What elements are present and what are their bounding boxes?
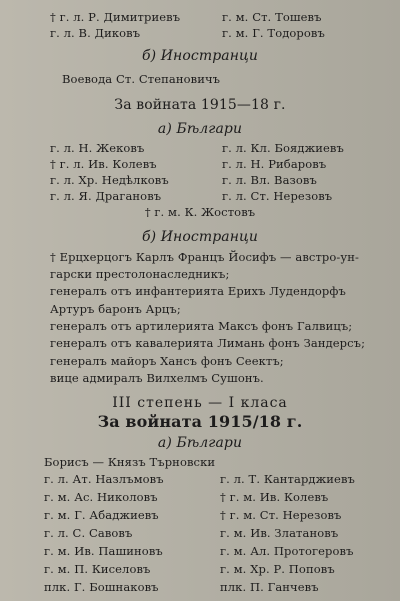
officer-left: † г. л. Ив. Колевъ	[50, 157, 157, 171]
foreigner-line: вице адмиралъ Вилхелмъ Сушонъ.	[50, 371, 264, 385]
first-entry: Борисъ — Князъ Търновски	[44, 455, 216, 469]
foreigner-line: генералъ майоръ Хансъ фонъ Сеектъ;	[50, 354, 284, 368]
officer-right: † г. м. Ив. Колевъ	[220, 490, 329, 504]
officer-left: г. м. Г. Абаджиевъ	[44, 508, 159, 522]
top-left-name: г. л. В. Диковъ	[50, 26, 141, 40]
bulgarians-heading: а) Бѣлгари	[157, 435, 243, 451]
officer-left: плк. Г. Бошнаковъ	[44, 580, 159, 594]
officer-left: г. л. Ат. Назлъмовъ	[44, 472, 164, 486]
officer-left: г. м. Ив. Пашиновъ	[44, 544, 163, 558]
officer-left: г. л. Хр. Недѣлковъ	[50, 173, 169, 187]
officer-right: г. л. Вл. Вазовъ	[222, 173, 317, 187]
war-title: За войната 1915—18 г.	[114, 97, 286, 113]
war-title: За войната 1915/18 г.	[97, 412, 303, 431]
officer-right: г. м. Хр. Р. Поповъ	[220, 562, 335, 576]
top-right-name: г. м. Ст. Тошевъ	[222, 10, 322, 24]
degree-title: III степень — I класа	[112, 395, 288, 411]
officer-right: плк. П. Ганчевъ	[220, 580, 319, 594]
officer-right: г. л. Н. Рибаровъ	[222, 157, 327, 171]
foreigners-heading: б) Иностранци	[141, 229, 259, 245]
top-right-name: г. м. Г. Тодоровъ	[222, 26, 325, 40]
officer-centered: † г. м. К. Жостовъ	[144, 205, 256, 219]
officer-right: г. л. Т. Кантарджиевъ	[220, 472, 355, 486]
officer-left: г. л. С. Савовъ	[44, 526, 133, 540]
officer-left: г. м. П. Киселовъ	[44, 562, 151, 576]
officer-left: г. л. Н. Жековъ	[50, 141, 145, 155]
foreigner-line: генералъ отъ инфантерията Ерихъ Лудендорфъ	[50, 284, 346, 298]
officer-left: г. м. Ас. Николовъ	[44, 490, 158, 504]
foreigner-line: гарски престолонаследникъ;	[50, 267, 230, 281]
top-left-name: † г. л. Р. Димитриевъ	[50, 10, 181, 24]
officer-left: г. л. Я. Драгановъ	[50, 189, 162, 203]
officer-right: г. м. Ал. Протогеровъ	[220, 544, 354, 558]
foreigners-heading: б) Иностранци	[141, 48, 259, 64]
officer-right: г. м. Ив. Златановъ	[220, 526, 339, 540]
foreigner-line: генералъ отъ артилерията Максъ фонъ Галвицъ;	[50, 319, 353, 333]
foreigner-entry: Воевода Ст. Степановичъ	[62, 72, 221, 86]
officer-right: † г. м. Ст. Нерезовъ	[220, 508, 342, 522]
officer-right: г. л. Кл. Бояджиевъ	[222, 141, 344, 155]
foreigner-line: генералъ отъ кавалерията Лимань фонъ Зандерсъ;	[50, 336, 366, 350]
foreigner-line: † Ерцхерцогъ Карлъ Францъ Йосифъ — австро-ун-	[50, 250, 360, 264]
bulgarians-heading: а) Бѣлгари	[157, 121, 243, 137]
officer-right: г. л. Ст. Нерезовъ	[222, 189, 333, 203]
foreigner-line: Артуръ баронъ Арцъ;	[50, 302, 181, 316]
